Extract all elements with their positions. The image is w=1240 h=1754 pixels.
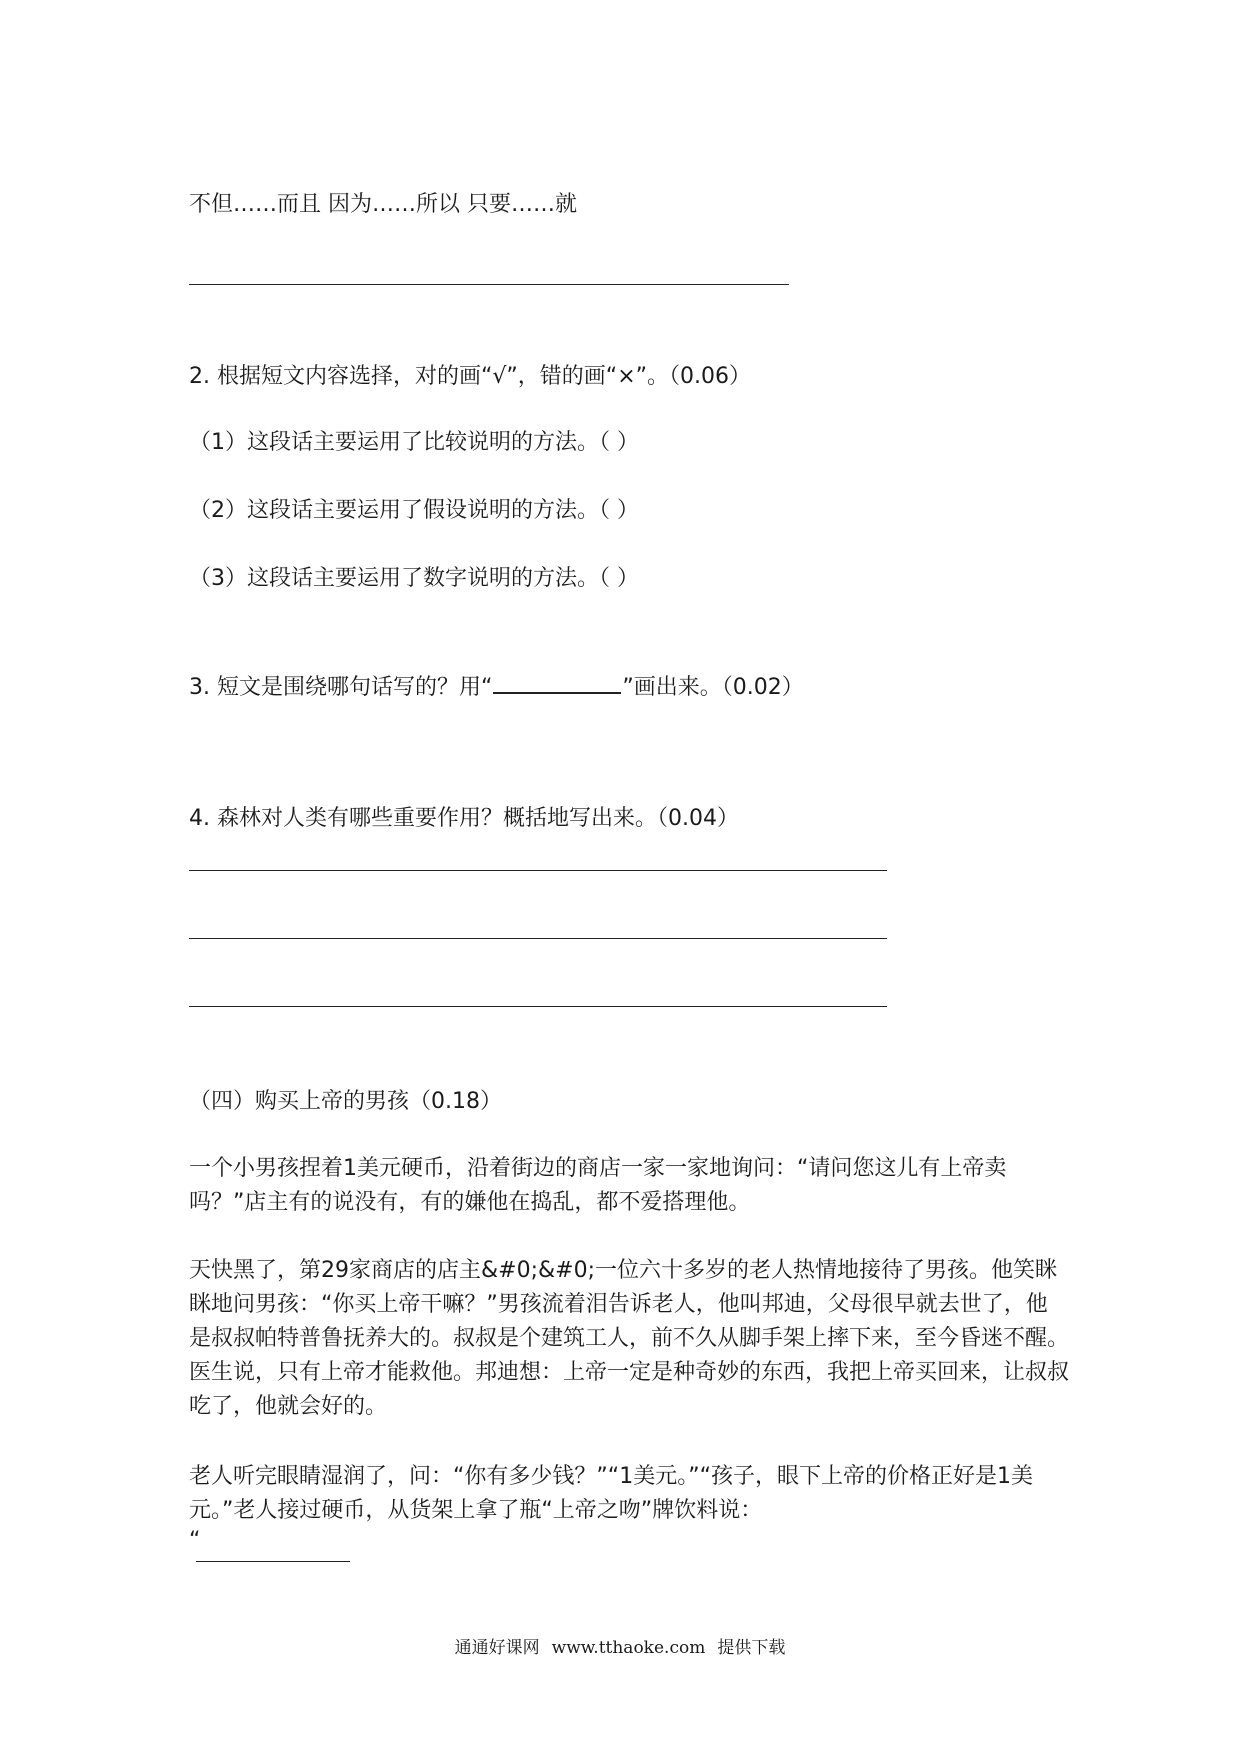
question-3 <box>189 670 804 703</box>
footnote-rule <box>196 1561 350 1562</box>
conjunction-list: 不但……而且 因为……所以 只要……就 <box>189 192 577 217</box>
story-paragraph-2: 天快黑了，第29家商店的店主&#0;&#0;一位六十多岁的老人热情地接待了男孩。他笑眯眯地问男孩：“你买上帝干嘛？”男孩流着泪告诉老人，他叫邦迪，父母很早就去世了，他是叔叔帕特普鲁抚养大的。叔叔是个建筑工人，前不久从脚手架上摔下来，至今昏迷不醒。医生说，只有上帝才能救他。邦迪想：上帝一定是种奇妙的东西，我把上帝买回来，让叔叔吃了，他就会好的。 <box>189 1258 1070 1419</box>
footer-url[interactable]: www.tthaoke.com <box>551 1638 706 1658</box>
question-2-item-1: （1）这段话主要运用了比较说明的方法。（ ） <box>189 430 639 455</box>
question-2-item-2: （2）这段话主要运用了假设说明的方法。（ ） <box>189 498 639 523</box>
answer-line <box>189 938 887 939</box>
question-3-before: 3. 短文是围绕哪句话写的？用“ <box>189 675 493 700</box>
question-2-title: 2. 根据短文内容选择，对的画“√”，错的画“×”。（0.06） <box>189 364 752 389</box>
answer-line <box>189 1006 887 1007</box>
story-paragraph-3: 老人听完眼睛湿润了，问：“你有多少钱？”“1美元。”“孩子，眼下上帝的价格正好是1美元。”老人接过硬币，从货架上拿了瓶“上帝之吻”牌饮料说： <box>189 1464 1033 1523</box>
answer-line <box>189 870 887 871</box>
underline-blank <box>493 670 621 694</box>
section-4-title: （四）购买上帝的男孩（0.18） <box>189 1089 502 1114</box>
question-4-title: 4. 森林对人类有哪些重要作用？概括地写出来。（0.04） <box>189 806 739 831</box>
footer-suffix: 提供下载 <box>717 1638 786 1658</box>
question-2-item-3: （3）这段话主要运用了数字说明的方法。（ ） <box>189 566 639 591</box>
question-3-after: ”画出来。（0.02） <box>622 675 804 700</box>
trailing-quote: “ <box>189 1528 201 1553</box>
footer-site-name: 通通好课网 <box>454 1638 540 1658</box>
answer-line <box>189 284 789 285</box>
story-paragraph-1: 一个小男孩捏着1美元硬币，沿着街边的商店一家一家地询问：“请问您这儿有上帝卖吗？”店主有的说没有，有的嫌他在捣乱，都不爱搭理他。 <box>189 1156 1007 1215</box>
page-footer <box>0 1636 1240 1660</box>
